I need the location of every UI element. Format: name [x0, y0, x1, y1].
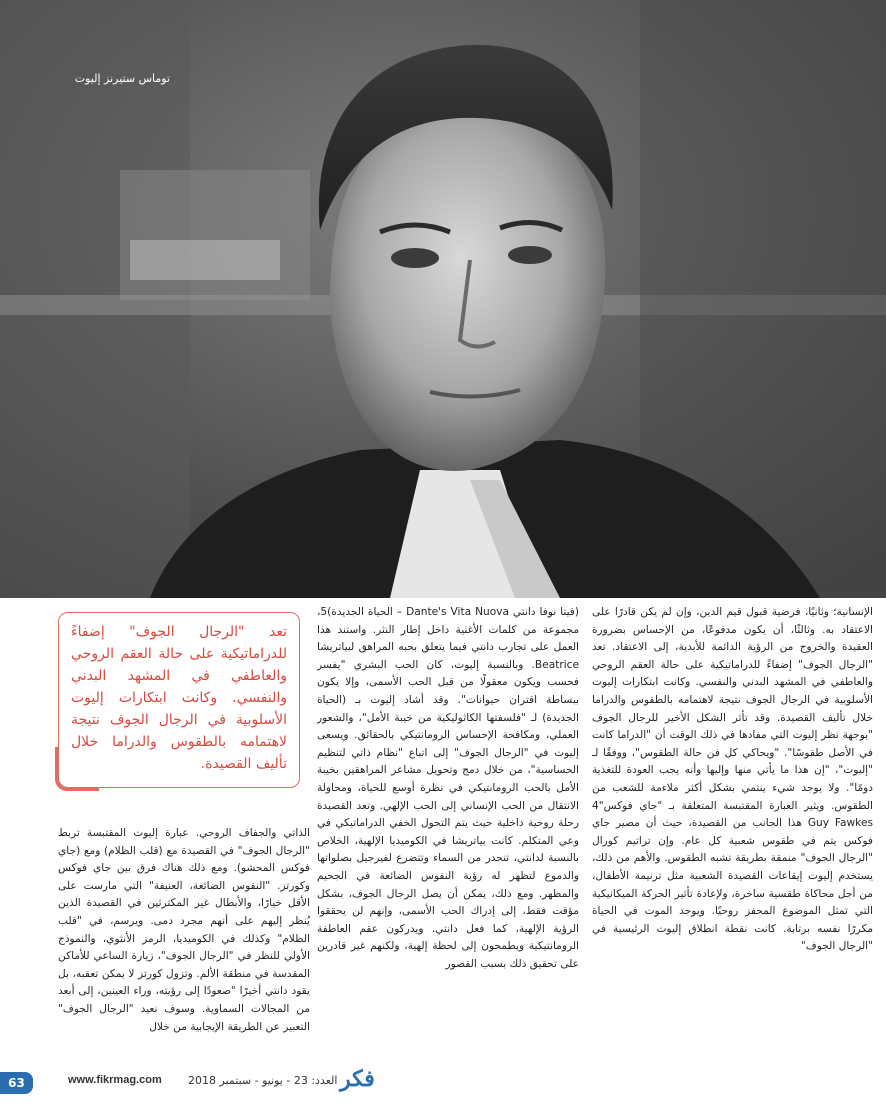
page-number: 63	[0, 1072, 33, 1094]
article-column-left	[58, 825, 310, 1049]
magazine-logo: فكر	[340, 1066, 375, 1092]
pull-quote-text: تعد "الرجال الجوف" إضفاءً للدراماتيكية على حالة العقم الروحي والعاطفي في المشهد البدني والنفسي. وكانت ابتكارات إليوت الأسلوبية في الرجال الجوف نتيجة لاهتمامه بالطقوس والدراما خلال تأليف القصيدة.	[71, 624, 287, 772]
pull-quote	[58, 612, 300, 788]
pull-quote-corner-decoration	[55, 747, 99, 791]
article-column-middle	[317, 604, 579, 1049]
issue-info: العدد: 23 - يونيو - سبتمبر 2018	[188, 1074, 338, 1087]
column-left-text: الذاتي والجفاف الروحي. عبارة إليوت المقتبسة تربط "الرجال الجوف" في القصيدة مع (قلب الظلام) ومع (جاي فوكس المحشو). ومع ذلك هناك فرق بين جاي فوكس وكورتز. "النفوس الضائعة، العنيفة" التي مارست على الأقل خيارًا، والأبطال غير المكترثين في القصيدة الذين يُنظر إليهم على أنهم مجرد دمى. ويرسم، في "قلب الظلام" وكذلك في الكوميديا، الرمز الأنثوي، والنموذج الأولي للنظر في "الرجال الجوف"، زيارة الساعي للأماكن المقدسة في منطقة الألم. وتزول كورتز لا يمكن تعقبه، بل يقود دانتي أخيرًا "صعودًا إلى رؤيته، وراء العينين، إلى أبعد من المجالات السماوية. وسوف نعيد "الرجال الجوف" التعبير عن الطريقة الإيجابية من خلال	[58, 827, 310, 1033]
article-column-right	[592, 604, 873, 1049]
photo-caption: توماس ستيرنز إليوت	[74, 72, 170, 85]
column-middle-text: (فيتا نوفا دانتي Dante's Vita Nuova – الحياة الجديدة)5، مجموعة من كلمات الأغنية داخل إطار النثر. واستند هذا العمل على تجارب دانتي فيما يتعلق بحبه المراهق لبياتريشا Beatrice. وبالنسبة إليوت، كان الحب البشري "يفسر فحسب ويكون معقولًا من قبل الحب الأسمى، وإلا يكون ببساطة اقتران حيوانات". وقد أشاد إليوت بـ (الحياة الجديدة) لـ "فلسفتها الكاثوليكية من خيبة الأمل"، والشعور العملي، ومكافحة الإحساس الرومانتيكي بالحقائق. ويسعى إليوت في "الرجال الجوف" إلى اتباع "نظام ذاتي لتنظيم الحساسية"، من خلال دمج وتحويل مشاعر المراهقين بخيبة الأمل بالحب الرومانتيكي في نظرة أوسع للحياة، ومحاولة الانتقال من الحب الإنساني إلى الحب الإلهي. وتعد القصيدة رحلة روحية داخلية حيث يتم التحول الخفي الدراماتيكي في وعي المتكلم. كانت بياتريشا في الكوميديا الإلهية، الخلاص بالنسبة لدانتي، تنحدر من السماء وتتضرع لفيرجيل بصلواتها والدموع لتظهر له رؤية النفوس الضائعة في الجحيم والمطهر. ومع ذلك، يمكن أن يصل الرجال الجوف، بشكل مؤقت فقط، إلى إدراك الحب الأسمى، وإنهم لن يحققوا الرؤية الإلهية، كما فعل دانتي. ويدركون عقم العاطفة الرومانتيكية ويطمحون إلى لحظة إلهية، ولكنهم غير قادرين على تحقيق ذلك بسبب القصور	[317, 606, 579, 970]
column-right-text: الإنسانية؛ وثانيًا، فرضية قبول قيم الدين، وإن لم يكن قادرًا على الاعتقاد به. وثالثًا، أن يكون مدفوعًا، من الإحساس بضرورة العقيدة والخروج من الرؤية الدائمة للأبدية، إلى الاعتقاد. تعد "الرجال الجوف" إضفاءً للدراماتيكية على حالة العقم الروحي والعاطفي في المشهد البدني والنفسي. وكانت ابتكارات إليوت الأسلوبية في الرجال الجوف نتيجة لاهتمامه بالطقوس والدراما خلال تأليف القصيدة. وقد تأثر الشكل الأخير للرجال الجوف "بوجهة نظر إليوت التي مفادها في ذلك الوقت أن "الدراما كانت في الأصل طقوسًا". "ويحاكي كل فن حالة الطقوس"، ووفقًا لـ "إليوت"، "إن هذا ما يأتي منها وإليها وأنه يجب العودة للتغذية دومًا". ولا يوجد شيء ينتمي بشكل أكثر ملاءمة للشعب من الطقوس. ويثير العبارة المقتبسة المتعلقة بـ "جاي فوكس"4 Guy Fawkes هذا الجانب من القصيدة، حيث أن مصير جاي فوكس يتم في طقوس شعبية كل عام. وإن تراتيم كورال "الرجال الجوف" منمقة بطريقة تشبه الطقوس. والأهم من ذلك، يستخدم إليوت إيقاعات القصيدة الشعبية مثل ترنيمة الأطفال، من أجل محاكاة طقسية ساخرة، ولإعادة تأثير الحركة الميكانيكية التي تمثل الموضوع المحفز روحيًا. ويوجد الموت في الحياة مكررًا نفسه برتابة. كانت نقطة انطلاق إليوت الرئيسية في "الرجال الجوف"	[592, 606, 873, 953]
website-link[interactable]: www.fikrmag.com	[68, 1074, 162, 1086]
